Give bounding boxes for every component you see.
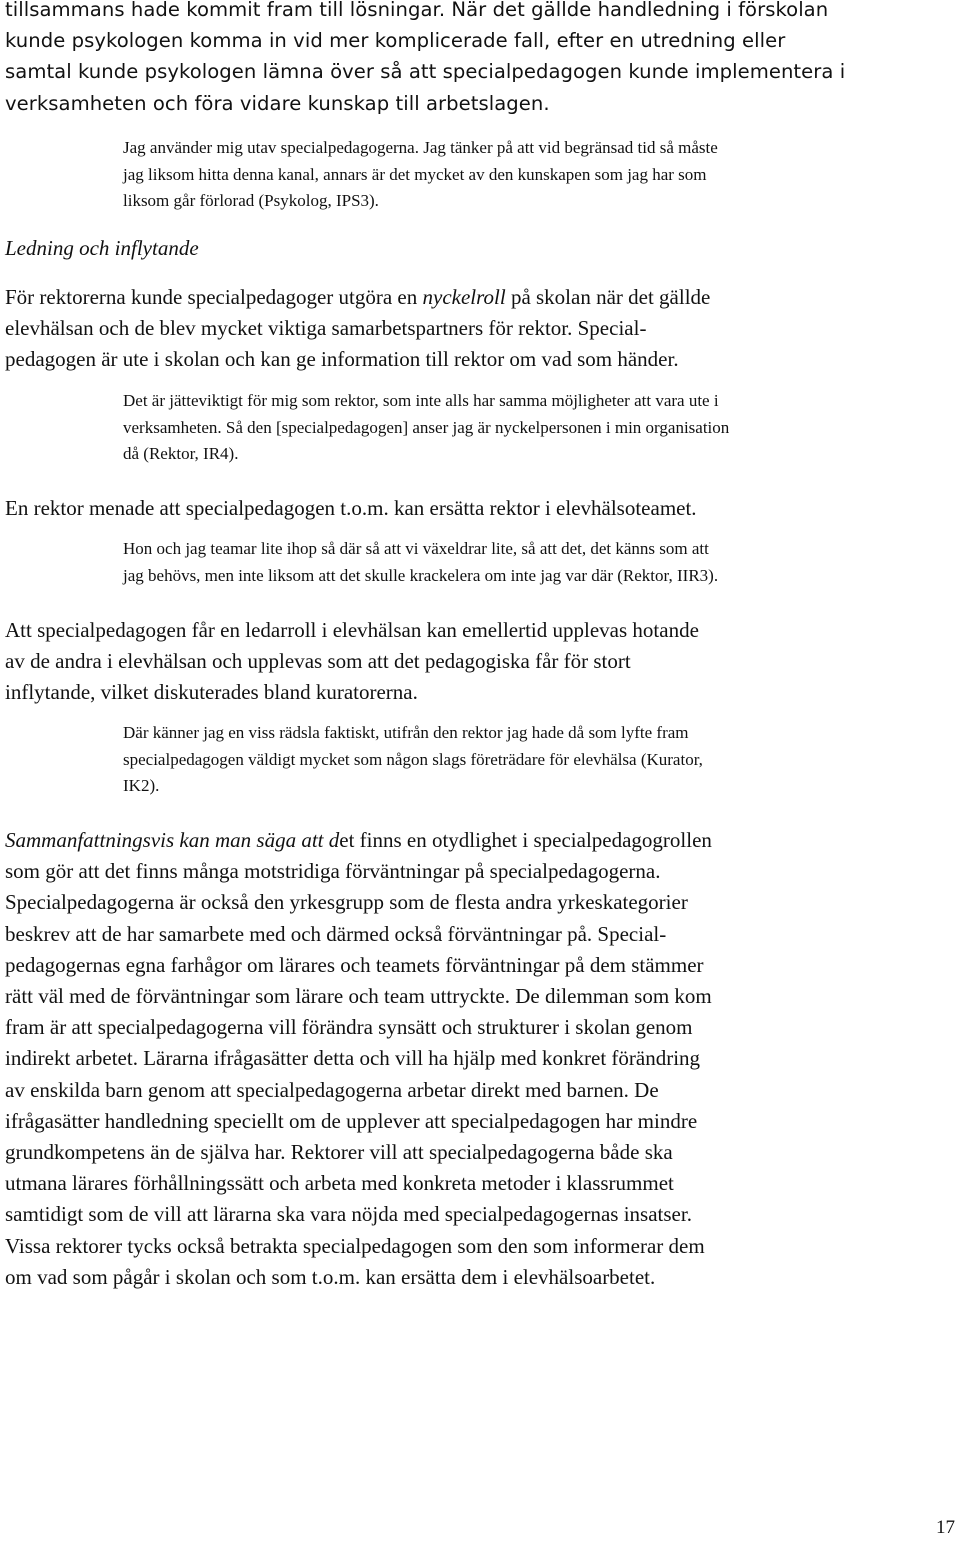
- quote-line: verksamheten. Så den [specialpedagogen] anser jag är nyckelpersonen i min organisation: [123, 417, 730, 437]
- paragraph-line: ifrågasätter handledning speciellt om de upplever att specialpedagogen har mindre: [5, 1108, 698, 1133]
- intro-line: samtal kunde psykologen lämna över så att specialpedagogen kunde implementera i: [5, 60, 846, 84]
- paragraph-line: pedagogen är ute i skolan och kan ge information till rektor om vad som händer.: [5, 347, 679, 372]
- paragraph-line: av enskilda barn genom att specialpedagogerna arbetar direkt med barnen. De: [5, 1077, 659, 1102]
- block-quote-rektor-iir3: [123, 536, 955, 589]
- page-number: 17: [936, 1517, 955, 1538]
- quote-line: Hon och jag teamar lite ihop så där så att vi växeldrar lite, så att det, det känns som att: [123, 539, 709, 558]
- block-quote-psykolog: [123, 135, 955, 215]
- paragraph-line: Att specialpedagogen får en ledarroll i elevhälsan kan emellertid upplevas hotande: [5, 618, 699, 642]
- paragraph-line: [5, 825, 955, 856]
- block-quote-rektor-ir4: [123, 388, 955, 468]
- quote-line: Jag använder mig utav specialpedagogerna. Jag tänker på att vid begränsad tid så måste: [123, 138, 718, 157]
- paragraph-line: En rektor menade att specialpedagogen t.o.m. kan ersätta rektor i elevhälsoteamet.: [5, 496, 697, 520]
- quote-line: då (Rektor, IR4).: [123, 444, 239, 463]
- intro-line: tillsammans hade kommit fram till lösningar. När det gällde handledning i förskolan: [5, 0, 829, 21]
- text-run: på skolan när det gällde: [505, 285, 711, 309]
- paragraph-line: fram är att specialpedagogerna vill förändra synsätt och strukturer i skolan genom: [5, 1015, 693, 1040]
- quote-line: jag behövs, men inte liksom att det skulle krackelera om inte jag var där (Rektor, IIR3).: [123, 565, 719, 585]
- paragraph-line: rätt väl med de förväntningar som lärare och team uttryckte. De dilemman som kom: [5, 984, 712, 1009]
- text-run: et finns en otydlighet i specialpedagogrollen: [339, 828, 712, 852]
- quote-line: Det är jätteviktigt för mig som rektor, som inte alls har samma möjligheter att vara ute i: [123, 391, 719, 410]
- paragraph-sammanfattning: [5, 825, 955, 1293]
- quote-line: Där känner jag en viss rädsla faktiskt, utifrån den rektor jag hade då som lyfte fram: [123, 723, 689, 742]
- paragraph-line: pedagogernas egna farhågor om lärares och teamets förväntningar på dem stämmer: [5, 952, 704, 977]
- text-run: För rektorerna kunde specialpedagoger utgöra en: [5, 285, 423, 309]
- paragraph-line: grundkompetens än de själva har. Rektorer vill att specialpedagogerna både ska: [5, 1140, 673, 1165]
- quote-line: specialpedagogen väldigt mycket som någon slags företrädare för elevhälsa (Kurator,: [123, 749, 703, 769]
- paragraph-line: Vissa rektorer tycks också betrakta specialpedagogen som den som informerar dem: [5, 1233, 705, 1258]
- paragraph-line: Specialpedagogerna är också den yrkesgrupp som de flesta andra yrkeskategorier: [5, 890, 688, 915]
- paragraph-line: samtidigt som de vill att lärarna ska vara nöjda med specialpedagogernas insatser.: [5, 1202, 692, 1227]
- paragraph-ledarroll: [5, 615, 955, 709]
- quote-line: jag liksom hitta denna kanal, annars är det mycket av den kunskapen som jag har som: [123, 164, 707, 184]
- emphasis-sammanfattningsvis: Sammanfattningsvis kan man säga att d: [5, 828, 340, 852]
- intro-paragraph: [5, 0, 955, 119]
- quote-line: liksom går förlorad (Psykolog, IPS3).: [123, 191, 379, 210]
- paragraph-line: indirekt arbetet. Lärarna ifrågasätter detta och vill ha hjälp med konkret förändring: [5, 1046, 701, 1071]
- paragraph-line: som gör att det finns många motstridiga förväntningar på specialpedagogerna.: [5, 859, 661, 884]
- emphasis-nyckelroll: nyckelroll: [422, 285, 506, 309]
- paragraph-line: beskrev att de har samarbete med och därmed också förväntningar på. Special-: [5, 921, 667, 946]
- block-quote-kurator-ik2: [123, 720, 955, 800]
- paragraph-line: av de andra i elevhälsan och upplevas som att det pedagogiska får för stort: [5, 649, 631, 674]
- intro-line: kunde psykologen komma in vid mer komplicerade fall, efter en utredning eller: [5, 29, 786, 53]
- paragraph-rektorer: [5, 282, 955, 376]
- paragraph-line: elevhälsan och de blev mycket viktiga samarbetspartners för rektor. Special-: [5, 316, 647, 341]
- paragraph-line: om vad som pågår i skolan och som t.o.m. kan ersätta dem i elevhälsoarbetet.: [5, 1264, 656, 1289]
- paragraph-line: inflytande, vilket diskuterades bland kuratorerna.: [5, 680, 418, 705]
- paragraph-line: utmana lärares förhållningssätt och arbeta med konkreta metoder i klassrummet: [5, 1171, 674, 1196]
- section-heading: Ledning och inflytande: [5, 236, 199, 260]
- intro-line: verksamheten och föra vidare kunskap till arbetslagen.: [5, 91, 550, 115]
- paragraph-line: [5, 282, 955, 313]
- paragraph-rektor-menade: [5, 493, 955, 524]
- quote-line: IK2).: [123, 776, 160, 795]
